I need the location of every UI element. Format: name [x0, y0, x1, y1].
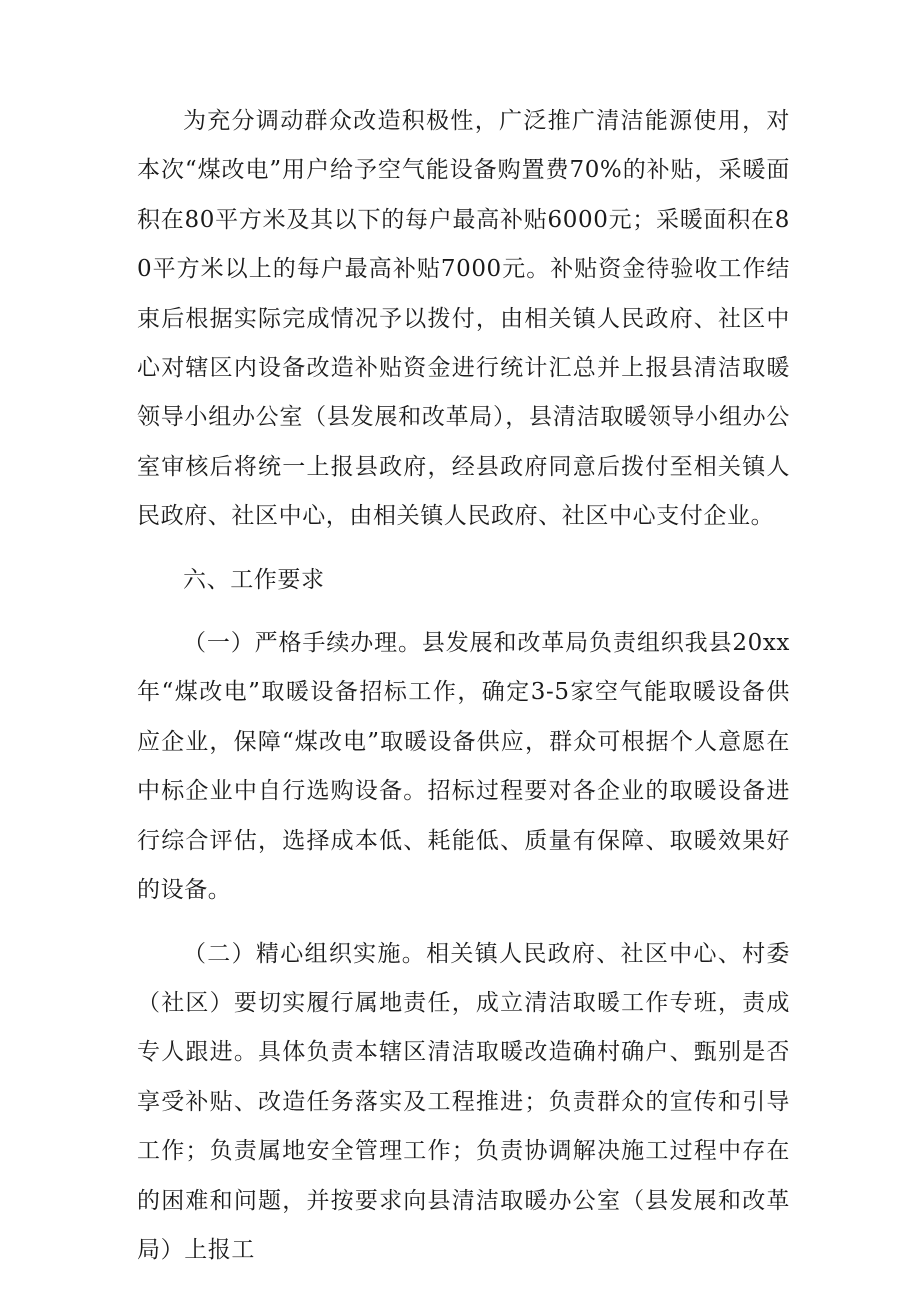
- paragraph-subsidy: 为充分调动群众改造积极性，广泛推广清洁能源使用，对本次“煤改电”用户给予空气能设备购置费70%的补贴，采暖面积在80平方米及其以下的每户最高补贴6000元；采暖面积在80平方米以上的每户最高补贴7000元。补贴资金待验收工作结束后根据实际完成情况予以拨付，由相关镇人民政府、社区中心对辖区内设备改造补贴资金进行统计汇总并上报县清洁取暖领导小组办公室（县发展和改革局），县清洁取暖领导小组办公室审核后将统一上报县政府，经县政府同意后拨付至相关镇人民政府、社区中心，由相关镇人民政府、社区中心支付企业。: [137, 108, 790, 530]
- paragraph-procedures: （一）严格手续办理。县发展和改革局负责组织我县20xx年“煤改电”取暖设备招标工作，确定3-5家空气能取暖设备供应企业，保障“煤改电”取暖设备供应，群众可根据个人意愿在中标企业中自行选购设备。招标过程要对各企业的取暖设备进行综合评估，选择成本低、耗能低、质量有保障、取暖效果好的设备。: [137, 630, 790, 904]
- section-heading-work-requirements: 六、工作要求: [183, 566, 325, 593]
- document-body: [137, 97, 790, 1275]
- paragraph-implementation: （二）精心组织实施。相关镇人民政府、社区中心、村委（社区）要切实履行属地责任，成立清洁取暖工作专班，责成专人跟进。具体负责本辖区清洁取暖改造确村确户、甄别是否享受补贴、改造任务落实及工程推进；负责群众的宣传和引导工作；负责属地安全管理工作；负责协调解决施工过程中存在的困难和问题，并按要求向县清洁取暖办公室（县发展和改革局）上报工: [137, 940, 790, 1263]
